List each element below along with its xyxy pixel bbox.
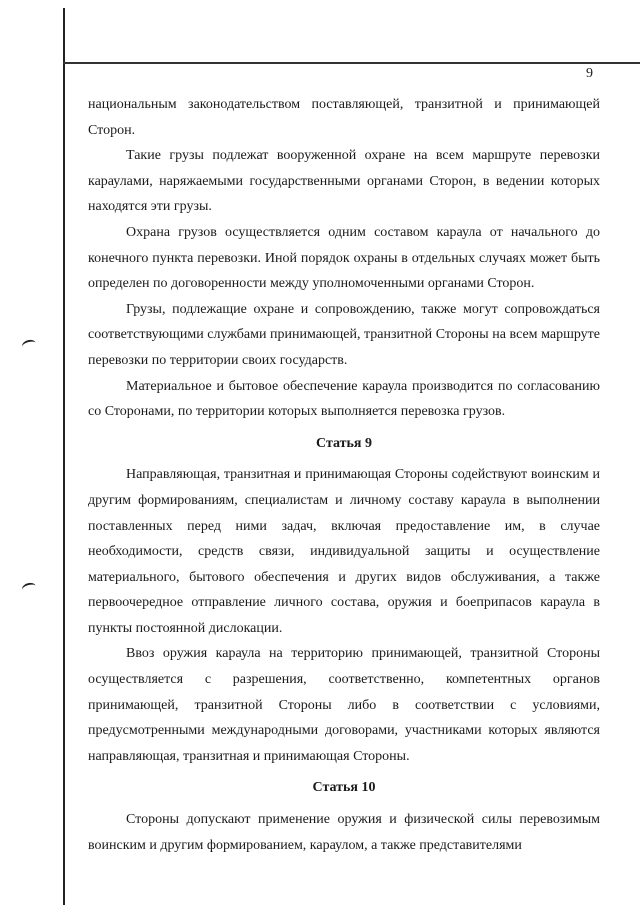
paragraph: Охрана грузов осуществляется одним составом караула от начального до конечного пункта перевозки. Иной порядок охраны в отдельных случаях может быть определен по договоренности между уполномоченными органами Сторон. bbox=[88, 224, 600, 292]
paragraph: Материальное и бытовое обеспечение караула производится по согласованию со Сторонами, по территории которых выполняется перевозка грузов. bbox=[88, 378, 600, 420]
article-heading: Статья 9 bbox=[316, 435, 372, 451]
paragraph: Стороны допускают применение оружия и физической силы перевозимым воинским и другим формированием, караулом, а также представителями bbox=[88, 812, 600, 853]
document-body bbox=[88, 92, 600, 858]
scan-header-line bbox=[63, 62, 640, 64]
article-heading: Статья 10 bbox=[312, 780, 376, 796]
paragraph: национальным законодательством поставляющей, транзитной и принимающей Сторон. bbox=[88, 97, 600, 138]
scan-margin-line bbox=[63, 8, 65, 905]
binding-hole-mark bbox=[21, 338, 37, 351]
paragraph: Направляющая, транзитная и принимающая Стороны содействуют воинским и другим формированиям, специалистам и личному составу караула в выполнении поставленных перед ними задач, включая предоставление им, в случае необходимости, средств связи, индивидуальной защиты и осуществление материального, бытового обеспечения и других видов обслуживания, а также первоочередное отправление личного состава, оружия и боеприпасов караула в пункты постоянной дислокации. bbox=[88, 467, 600, 636]
paragraph: Ввоз оружия караула на территорию принимающей, транзитной Стороны осуществляется с разрешения, соответственно, компетентных органов принимающей, транзитной Стороны либо в соответствии с условиями, предусмотренными международными договорами, участниками которых являются направляющая, транзитная и принимающая Стороны. bbox=[88, 646, 600, 764]
paragraph: Такие грузы подлежат вооруженной охране на всем маршруте перевозки караулами, наряжаемыми государственными органами Сторон, в ведении которых находятся эти грузы. bbox=[88, 148, 600, 215]
paragraph: Грузы, подлежащие охране и сопровождению, также могут сопровождаться соответствующими службами принимающей, транзитной Стороны на всем маршруте перевозки по территории своих государств. bbox=[88, 301, 600, 368]
page-number: 9 bbox=[586, 66, 593, 81]
binding-hole-mark bbox=[21, 581, 37, 594]
